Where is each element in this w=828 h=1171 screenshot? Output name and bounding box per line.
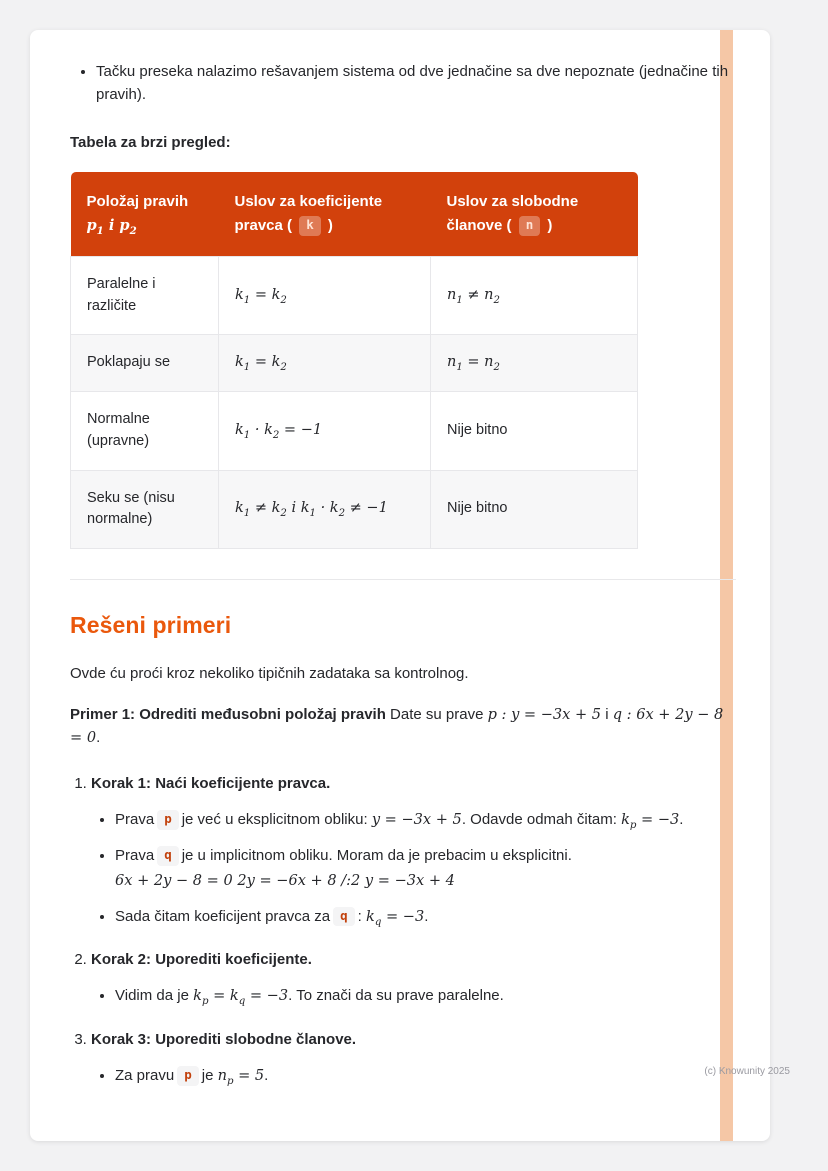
step3-b1-text-1: Za pravu [115, 1067, 175, 1085]
step3-b1-text-2: je [201, 1067, 218, 1085]
table-cell-n-condition: $n_1 \ne n_2$ [431, 256, 638, 335]
table-cell-label: Paralelne i različite [71, 256, 219, 335]
header-col2-close: ) [327, 216, 333, 234]
step2-bullets [91, 984, 736, 1008]
inline-code-chip-q: q [157, 846, 179, 866]
watermark: (c) Knowunity 2025 [704, 1066, 790, 1077]
step2-b1-math-1: $k_p = k_q = -3$ [193, 987, 289, 1008]
table-cell-n-condition: $n_1 = n_2$ [431, 335, 638, 392]
step1-b2-text-1: Prava [115, 846, 155, 864]
table-cell-k-condition: $k_1 = k_2$ [219, 335, 431, 392]
primer1-math-p: p : y = −3x + 5 [487, 705, 602, 723]
examples-lead: Ovde ću proći kroz nekoliko tipičnih zadataka sa kontrolnog. [70, 664, 469, 682]
step1-title: Korak 1: Naći koeficijente pravca. [91, 774, 331, 792]
step1-b3-text-2: : [357, 907, 366, 925]
table-cell-k-condition: $k_1 \cdot k_2 = -1$ [219, 392, 431, 471]
step-item-3 [91, 1028, 736, 1088]
step2-b1-text-1: Vidim da je [115, 987, 194, 1005]
step2-b1-text-2: . To znači da su prave paralelne. [288, 987, 504, 1005]
primer1-paragraph [70, 703, 736, 750]
primer1-title: Primer 1: Odrediti međusobni položaj pravih [70, 705, 386, 723]
section-divider [70, 579, 736, 580]
table-header-col-k-condition [219, 172, 431, 257]
step1-b1-text-1: Prava [115, 811, 155, 829]
document-page [30, 30, 770, 1141]
inline-code-chip-p: p [177, 1066, 199, 1086]
step1-b3-math-1: $k_q = -3$ [365, 907, 425, 928]
primer1-text-2: i [601, 705, 613, 723]
step2-title: Korak 2: Uporediti koeficijente. [91, 951, 312, 969]
table-cell-label: Normalne (upravne) [71, 392, 219, 471]
inline-code-chip-n: n [519, 216, 541, 236]
step1-b1-text-4: . [679, 811, 684, 829]
intro-bullet-list [70, 60, 736, 107]
step1-b2-text-2: je u implicitnom obliku. Moram da je prebacim u eksplicitni. [181, 846, 572, 864]
step3-b1-text-3: . [264, 1067, 269, 1085]
table-row-intersect [71, 470, 638, 549]
table-cell-k-condition: $k_1 = k_2$ [219, 256, 431, 335]
list-item [115, 844, 736, 893]
quick-reference-table [70, 172, 638, 549]
primer1-text-1: Date su prave [385, 705, 488, 723]
table-header-col-position [71, 172, 219, 257]
step1-b3-text-1: Sada čitam koeficijent pravca za [115, 907, 331, 925]
step3-b1-math-1: $n_p = 5$ [217, 1067, 265, 1088]
step1-b1-text-3: . Odavde odmah čitam: [461, 811, 622, 829]
table-cell-k-condition: $k_1 \ne k_2$ i $k_1 \cdot k_2 \ne -1$ [219, 470, 431, 549]
step-item-2 [91, 948, 736, 1008]
list-item [115, 808, 736, 832]
inline-code-chip-p: p [157, 810, 179, 830]
step3-bullets [91, 1064, 736, 1088]
header-col1-line1: Položaj pravih [86, 192, 189, 210]
step1-bullets [91, 808, 736, 928]
list-item [115, 984, 736, 1008]
step1-b3-text-3: . [424, 907, 429, 925]
table-header-row [71, 172, 638, 257]
list-item [115, 905, 736, 929]
header-col1-math: $p_1$ i $p_2$ [86, 216, 137, 237]
intro-bullet-text: Tačku preseka nalazimo rešavanjem sistema od dve jednačine sa dve nepoznate (jednačine tih pravih). [96, 63, 729, 104]
step1-b2-math-derivation: 6x + 2y − 8 = 0 2y = −6x + 8 /:2 y = −3x + 4 [115, 872, 455, 890]
steps-list [70, 772, 736, 1088]
table-cell-label: Seku se (nisu normalne) [71, 470, 219, 549]
inline-code-chip-q: q [333, 907, 355, 927]
table-section-heading: Tabela za brzi pregled: [70, 133, 231, 151]
step3-title: Korak 3: Uporediti slobodne članove. [91, 1030, 357, 1048]
header-col3-close: ) [547, 216, 553, 234]
list-item [115, 1064, 736, 1088]
step1-b1-math-2: $k_p = -3$ [621, 811, 680, 832]
table-cell-n-condition: Nije bitno [431, 470, 638, 549]
step-item-1 [91, 772, 736, 928]
table-cell-n-condition: Nije bitno [431, 392, 638, 471]
examples-heading: Rešeni primeri [70, 612, 232, 638]
table-cell-label: Poklapaju se [71, 335, 219, 392]
header-col3-text: Uslov za slobodne članove ( [446, 192, 579, 234]
table-row-perpendicular [71, 392, 638, 471]
inline-code-chip-k: k [299, 216, 321, 236]
step1-b1-text-2: je već u eksplicitnom obliku: [181, 811, 372, 829]
document-content [70, 44, 736, 1108]
list-item [96, 60, 736, 107]
table-row-parallel-distinct [71, 256, 638, 335]
step1-b1-math-1: y = −3x + 5 [371, 811, 462, 829]
header-col2-text: Uslov za koeficijente pravca ( [234, 192, 383, 234]
primer1-math-q: q : 6x + 2y − 8 = 0 [70, 705, 724, 747]
primer1-text-3: . [96, 729, 101, 747]
table-row-coincide [71, 335, 638, 392]
table-header-col-n-condition [431, 172, 638, 257]
